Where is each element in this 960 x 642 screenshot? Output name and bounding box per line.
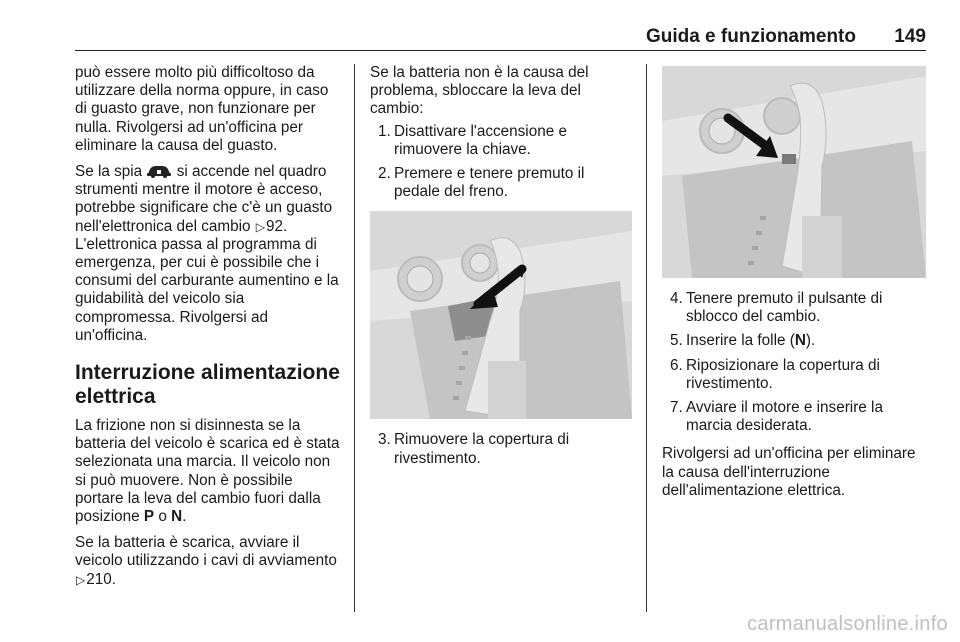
paragraph-2-text-c: L'elettronica passa al programma di emergenza, per cui è possibile che i consumi del carburante aumentino e la guidabilità del veicolo sia compromessa. Rivolgersi ad un'officina. <box>75 235 339 344</box>
closing-paragraph: Rivolgersi ad un'officina per eliminare la causa dell'interruzione dell'alimentazione elettrica. <box>662 445 916 499</box>
column-divider-1 <box>354 64 355 612</box>
paragraph-2 <box>75 163 343 345</box>
step-text: Avviare il motore e inserire la marcia desiderata. <box>686 399 883 435</box>
paragraph-4 <box>75 534 343 589</box>
step-item <box>662 357 926 393</box>
step-text: Premere e tenere premuto il pedale del freno. <box>394 165 585 201</box>
step-item <box>370 165 632 201</box>
column-1 <box>75 64 343 597</box>
unlock-steps-1-2 <box>370 123 632 202</box>
unlock-step-3 <box>370 431 632 467</box>
gear-console-cover-illustration <box>370 211 632 419</box>
step-item <box>662 332 926 350</box>
unlock-intro: Se la batteria non è la causa del problema, sbloccare la leva del cambio: <box>370 64 589 118</box>
step-item <box>662 399 926 435</box>
paragraph-2-text-b: si accende nel quadro strumenti mentre il motore è acceso, potrebbe significare che c'è un guasto nell'elettronica del cambio <box>75 163 333 235</box>
page-reference-icon: ▷ <box>76 572 86 587</box>
watermark: carmanualsonline.info <box>747 613 948 635</box>
step-text: Riposizionare la copertura di rivestimento. <box>686 356 880 392</box>
step-item <box>662 290 926 326</box>
step-item <box>370 123 632 159</box>
step-number: 7. <box>670 399 683 417</box>
page-header <box>75 26 926 51</box>
page-reference-icon: ▷ <box>255 219 266 234</box>
paragraph-3-text: La frizione non si disinnesta se la batteria del veicolo è scarica ed è stata selezionata una marcia. Il veicolo non si può muovere. Non è possibile portare la leva del cambio fuori dalla posizione <box>75 417 340 526</box>
step-item <box>370 431 632 467</box>
step-text-end: ). <box>805 332 816 350</box>
section-heading: Interruzione alimentazione elettrica <box>75 361 340 409</box>
paragraph-4-text: Se la batteria è scarica, avviare il veicolo utilizzando i cavi di avviamento <box>75 534 337 570</box>
step-text: Tenere premuto il pulsante di sblocco del cambio. <box>686 290 883 326</box>
unlock-steps-4-7 <box>662 290 926 435</box>
step-number: 5. <box>670 332 683 350</box>
step-number: 4. <box>670 290 683 307</box>
page-reference-210[interactable]: 210. <box>86 570 117 588</box>
column-3 <box>662 66 926 508</box>
paragraph-1: può essere molto più difficoltoso da utilizzare della norma oppure, in caso di guasto grave, non funzionare per nulla. Rivolgersi ad un'officina per eliminare la causa del guasto. <box>75 64 329 154</box>
column-divider-2 <box>646 64 647 612</box>
paragraph-3 <box>75 417 343 526</box>
step-text: Disattivare l'accensione e rimuovere la chiave. <box>394 122 567 158</box>
page-reference-92[interactable]: 92. <box>266 217 288 235</box>
gear-release-button-illustration <box>662 66 926 278</box>
paragraph-2-text-a: Se la spia <box>75 163 143 181</box>
step-text: Rimuovere la copertura di rivestimento. <box>394 431 570 467</box>
section-title: Guida e funzionamento <box>645 26 856 47</box>
step-number: 2. <box>378 165 391 183</box>
paragraph-3-end: . <box>182 508 187 526</box>
gear-n: N <box>171 508 183 526</box>
column-2 <box>370 64 632 478</box>
step-number: 3. <box>378 431 391 449</box>
paragraph-3-or: o <box>158 508 167 526</box>
gear-p: P <box>143 508 155 526</box>
gear-n: N <box>794 332 806 350</box>
page-number: 149 <box>894 26 926 47</box>
step-text: Inserire la folle ( <box>686 332 795 350</box>
step-number: 6. <box>670 356 683 374</box>
car-transmission-warning-icon <box>146 164 172 178</box>
step-number: 1. <box>378 122 391 140</box>
